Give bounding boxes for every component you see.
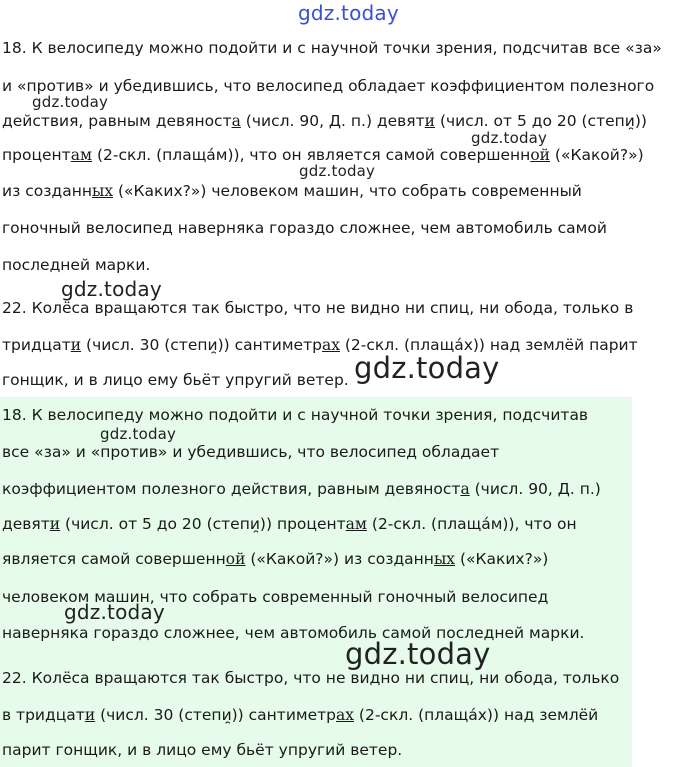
ending-highlight: ой <box>225 550 246 568</box>
text-line <box>2 550 548 568</box>
text-line: последней марки. <box>2 256 151 274</box>
text-line <box>2 515 577 533</box>
ending-highlight: ой <box>530 146 550 164</box>
watermark: gdz.today <box>471 129 548 147</box>
watermark: gdz.today <box>298 1 399 25</box>
text-line: все «за» и «против» и убедившись, что велосипед обладает <box>2 443 500 461</box>
watermark: gdz.today <box>345 637 491 671</box>
text-segment: (числ. от 5 до 20 (степи̯)) процент <box>60 515 346 533</box>
text-segment: («Каких?») человеком машин, что собрать современный <box>113 182 582 200</box>
ending-highlight: ам <box>70 146 93 164</box>
text-segment: («Каких?») <box>455 550 549 568</box>
watermark: gdz.today <box>64 600 165 624</box>
text-line: 18. К велосипеду можно подойти и с научной точки зрения, подсчитав <box>2 406 589 424</box>
text-line <box>2 480 601 498</box>
ending-highlight: а <box>460 480 470 498</box>
text-line <box>2 706 598 724</box>
ending-highlight: и <box>84 706 96 724</box>
text-segment: («Какой?») из созданн <box>245 550 434 568</box>
ending-highlight: ах <box>336 706 354 724</box>
text-segment: из созданн <box>2 182 92 200</box>
ending-highlight: ых <box>433 550 456 568</box>
text-segment: (2-скл. (плаща́м)), что он <box>366 515 577 533</box>
ending-highlight: ах <box>321 336 340 354</box>
text-line: парит гонщик, и в лицо ему бьёт упругий ветер. <box>2 741 403 759</box>
text-segment: коэффициентом полезного действия, равным девяност <box>2 480 461 498</box>
text-line: 18. К велосипеду можно подойти и с научной точки зрения, подсчитав все «за» <box>2 39 662 57</box>
text-segment: (числ. 30 (степи̯)) сантиметр <box>81 336 322 354</box>
text-segment: действия, равным девяност <box>2 112 232 130</box>
ending-highlight: и <box>424 112 436 130</box>
watermark: gdz.today <box>100 425 177 443</box>
text-line: 22. Колёса вращаются так быстро, что не видно ни спиц, ни обода, только <box>2 669 620 687</box>
text-segment: в тридцат <box>2 706 85 724</box>
text-segment: (числ. 30 (степи̯)) сантиметр <box>95 706 337 724</box>
watermark: gdz.today <box>354 351 500 385</box>
text-line: гоночный велосипед наверняка гораздо сложнее, чем автомобиль самой <box>2 219 607 237</box>
text-segment: (2-скл. (плаща́х)) над землёй парит <box>339 336 638 354</box>
text-segment: (2-скл. (плаща́м)), что он является самой совершенн <box>92 146 531 164</box>
watermark: gdz.today <box>61 277 162 301</box>
ending-highlight: и <box>70 336 82 354</box>
ending-highlight: ых <box>91 182 114 200</box>
text-line: наверняка гораздо сложнее, чем автомобиль самой последней марки. <box>2 624 585 642</box>
text-segment: (2-скл. (плаща́х)) над землёй <box>354 706 599 724</box>
text-line: человеком машин, что собрать современный гоночный велосипед <box>2 588 549 606</box>
text-segment: (числ. от 5 до 20 (степи̯)) <box>435 112 647 130</box>
text-segment: («Какой?») <box>549 146 644 164</box>
text-segment: процент <box>2 146 71 164</box>
ending-highlight: и <box>49 515 61 533</box>
ending-highlight: ам <box>345 515 367 533</box>
ending-highlight: а <box>231 112 241 130</box>
watermark: gdz.today <box>32 93 109 111</box>
text-line: 22. Колёса вращаются так быстро, что не видно ни спиц, ни обода, только в <box>2 299 634 317</box>
text-segment: девят <box>2 515 50 533</box>
text-line: гонщик, и в лицо ему бьёт упругий ветер. <box>2 371 349 389</box>
text-segment: тридцат <box>2 336 71 354</box>
text-segment: (числ. 90, Д. п.) <box>469 480 601 498</box>
watermark: gdz.today <box>299 162 376 180</box>
text-segment: является самой совершенн <box>2 550 226 568</box>
text-segment: (числ. 90, Д. п.) девят <box>240 112 425 130</box>
text-line: и «против» и убедившись, что велосипед обладает коэффициентом полезного <box>2 77 655 95</box>
